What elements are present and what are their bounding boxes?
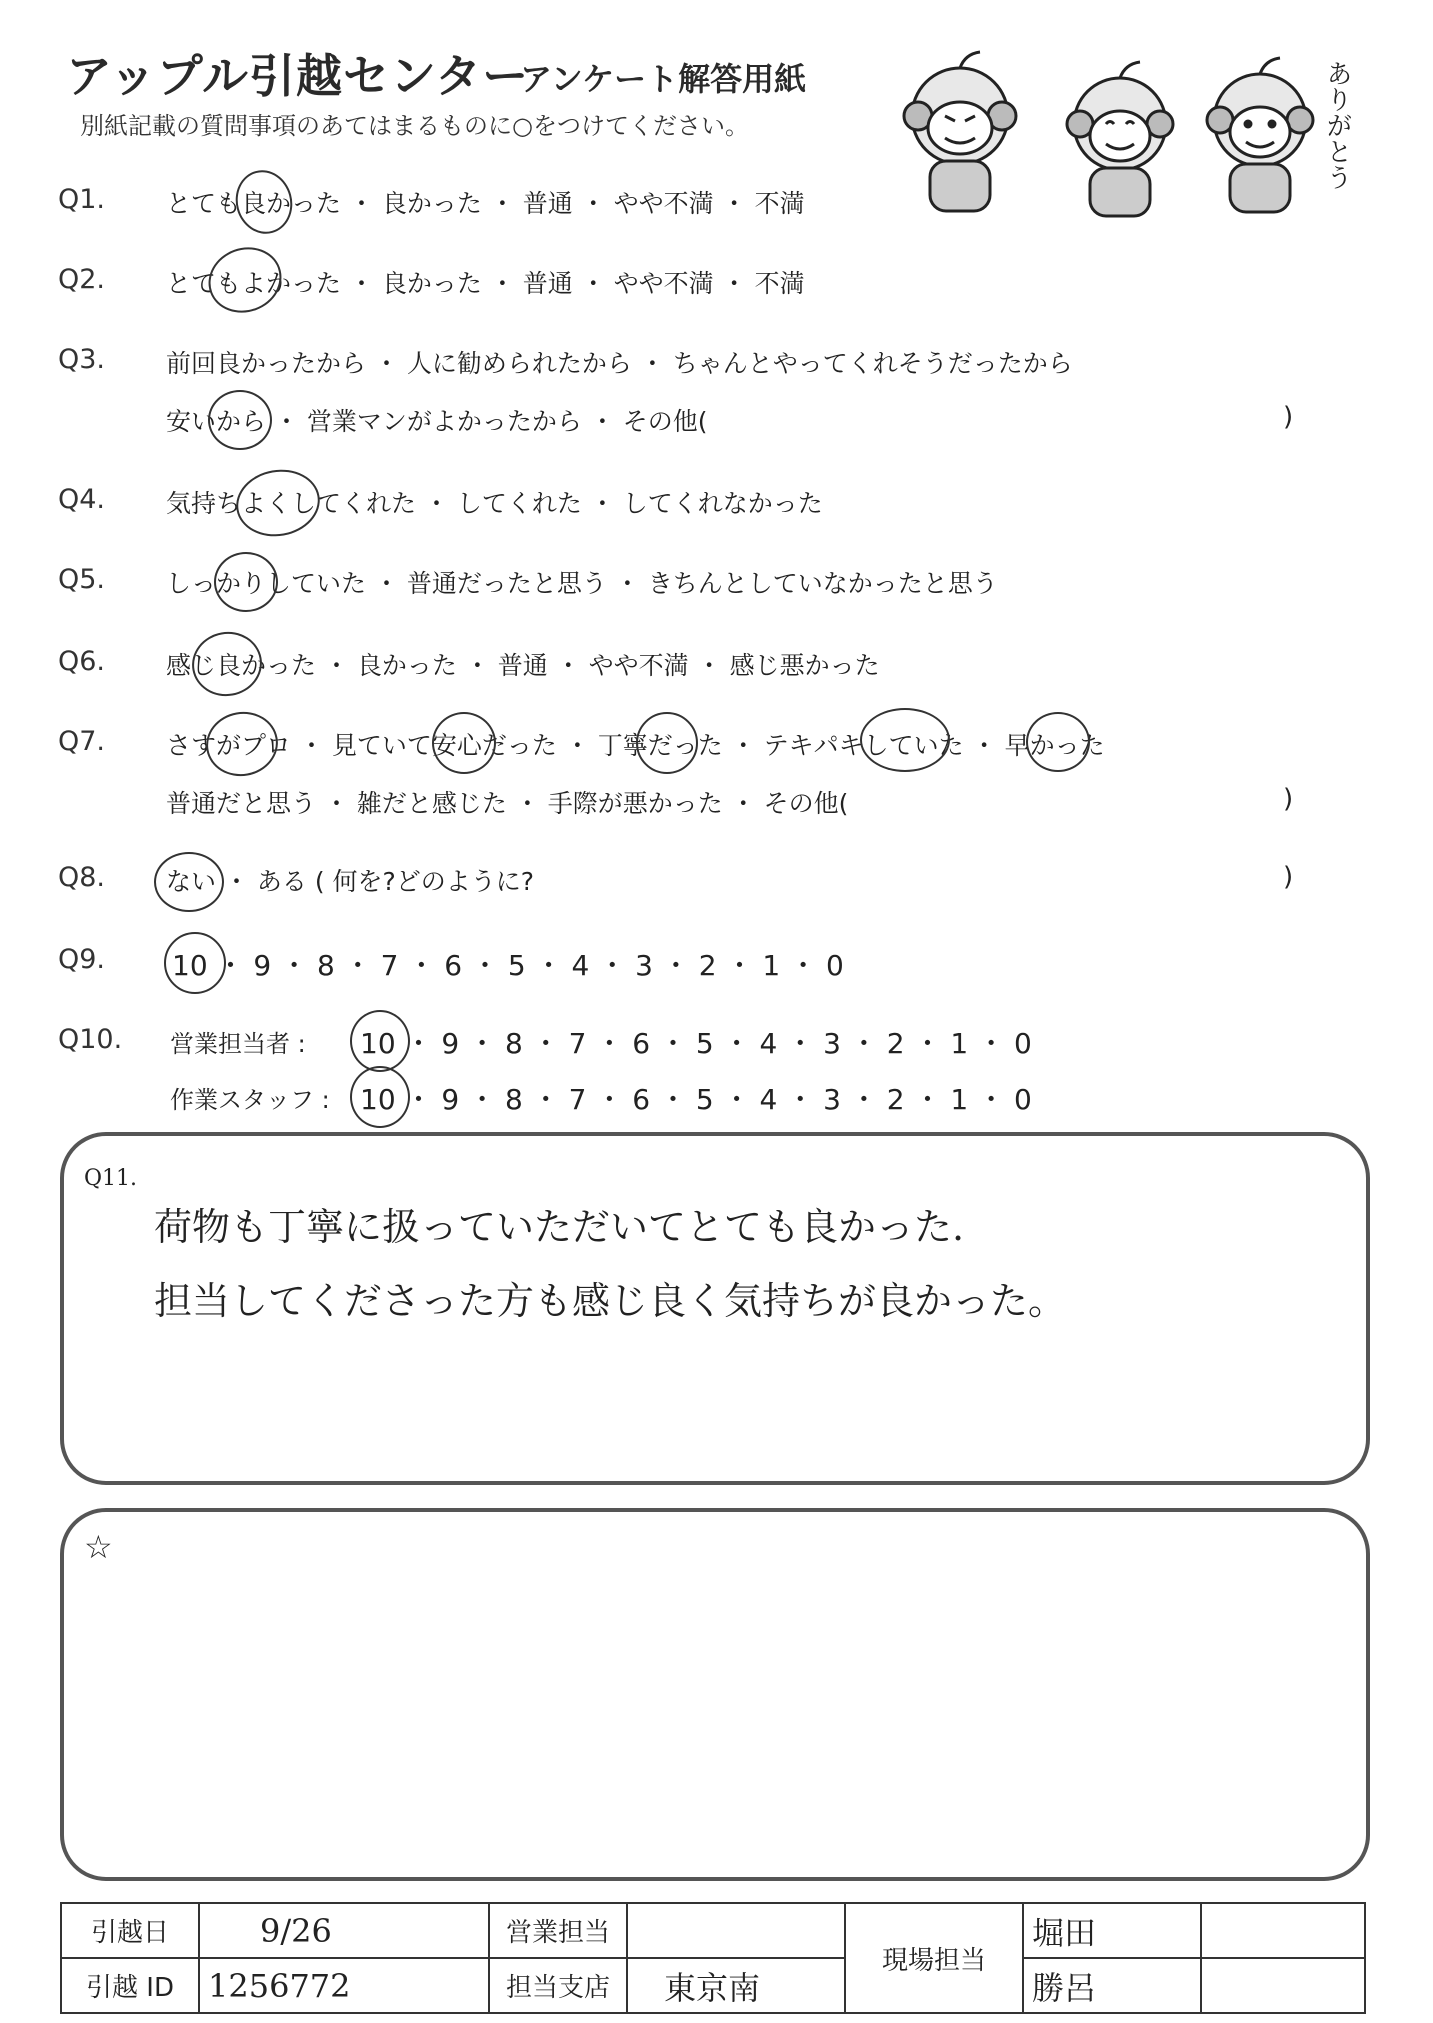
q10-number: Q10. [58, 1024, 123, 1055]
q8-close-paren: ) [1283, 862, 1294, 892]
move-info-table [60, 1902, 1366, 2014]
site-staff-blank-2 [1201, 1958, 1365, 2013]
star-icon: ☆ [84, 1528, 113, 1566]
q4-selection-circle [231, 463, 325, 543]
mascot-illustration [890, 46, 1360, 226]
q3-close-paren: ) [1283, 402, 1294, 432]
q3-number: Q3. [58, 344, 106, 375]
q9-number: Q9. [58, 944, 106, 975]
q10-staff-selection-circle [350, 1066, 410, 1128]
q7-selection-circle-4 [860, 708, 950, 772]
q10-staff-scale: 10 ・ 9 ・ 8 ・ 7 ・ 6 ・ 5 ・ 4 ・ 3 ・ 2 ・ 1 ・ 0 [360, 1083, 1032, 1116]
q10-sales-scale: 10 ・ 9 ・ 8 ・ 7 ・ 6 ・ 5 ・ 4 ・ 3 ・ 2 ・ 1 ・ 0 [360, 1027, 1032, 1060]
q7-selection-circle-3 [636, 712, 698, 774]
q5-options: しっかりしていた ・ 普通だったと思う ・ きちんとしていなかったと思う [166, 569, 998, 598]
sales-rep-label: 営業担当 [489, 1903, 627, 1958]
q1-number: Q1. [58, 184, 106, 215]
q7-options-line2: 普通だと思う ・ 雑だと感じた ・ 手際が悪かった ・ その他( [166, 789, 849, 818]
q5-number: Q5. [58, 564, 106, 595]
q1-selection-circle [229, 164, 300, 240]
q8-selection-circle [154, 852, 224, 912]
site-staff-1: 堀田 [1023, 1903, 1201, 1958]
q7-selection-circle-1 [201, 706, 283, 782]
q2-selection-circle [199, 237, 290, 322]
branch-label: 担当支店 [489, 1958, 627, 2013]
q4-number: Q4. [58, 484, 106, 515]
q8-options: ない ・ ある ( 何を?どのように? [166, 867, 535, 896]
q3-options-line2: 安いから ・ 営業マンがよかったから ・ その他( [166, 407, 708, 436]
star-comment-box [60, 1508, 1370, 1881]
q9-selection-circle [164, 932, 226, 994]
move-date-label: 引越日 [61, 1903, 199, 1958]
q11-label: Q11. [84, 1166, 138, 1191]
form-subtitle: アンケート解答用紙 [520, 60, 807, 98]
q4-options: 気持ちよくしてくれた ・ してくれた ・ してくれなかった [166, 489, 823, 518]
thanks-text: ありがとう [1322, 60, 1352, 190]
q3-selection-circle [208, 390, 272, 450]
site-staff-2: 勝呂 [1023, 1958, 1201, 2013]
q6-selection-circle [187, 626, 267, 701]
move-date-value: 9/26 [199, 1903, 489, 1958]
q10-sales-selection-circle [350, 1010, 410, 1072]
q8-number: Q8. [58, 862, 106, 893]
q6-number: Q6. [58, 646, 106, 677]
q2-number: Q2. [58, 264, 106, 295]
q6-options: 感じ良かった ・ 良かった ・ 普通 ・ やや不満 ・ 感じ悪かった [166, 651, 880, 680]
site-staff-label: 現場担当 [845, 1903, 1023, 2013]
q11-comment-line2: 担当してくださった方も感じ良く気持ちが良かった。 [154, 1279, 1067, 1323]
q10-sales-label: 営業担当者 : [170, 1030, 306, 1058]
q2-options: とてもよかった ・ 良かった ・ 普通 ・ やや不満 ・ 不満 [166, 269, 805, 298]
instruction-text: 別紙記載の質問事項のあてはまるものに○をつけてください。 [80, 112, 749, 140]
q9-scale: 10 ・ 9 ・ 8 ・ 7 ・ 6 ・ 5 ・ 4 ・ 3 ・ 2 ・ 1 ・ 0 [172, 949, 844, 982]
q3-options-line1: 前回良かったから ・ 人に勧められたから ・ ちゃんとやってくれそうだったから [166, 349, 1073, 378]
sales-rep-value [627, 1903, 845, 1958]
q7-close-paren: ) [1283, 784, 1294, 814]
q7-selection-circle-2 [432, 712, 496, 774]
q7-selection-circle-5 [1026, 712, 1090, 772]
move-id-label: 引越 ID [61, 1958, 199, 2013]
q5-selection-circle [214, 552, 278, 612]
site-staff-blank-1 [1201, 1903, 1365, 1958]
company-title: アップル引越センター [66, 49, 530, 103]
q7-options-line1: さすがプロ ・ 見ていて安心だった ・ 丁寧だった ・ テキパキしていた ・ 早かった [166, 731, 1105, 760]
move-id-value: 1256772 [199, 1958, 489, 2013]
branch-value: 東京南 [627, 1958, 845, 2013]
q10-staff-label: 作業スタッフ : [170, 1086, 330, 1114]
q1-options: とても良かった ・ 良かった ・ 普通 ・ やや不満 ・ 不満 [166, 189, 805, 218]
q7-number: Q7. [58, 726, 106, 757]
q11-comment-line1: 荷物も丁寧に扱っていただいてとても良かった. [154, 1205, 965, 1249]
